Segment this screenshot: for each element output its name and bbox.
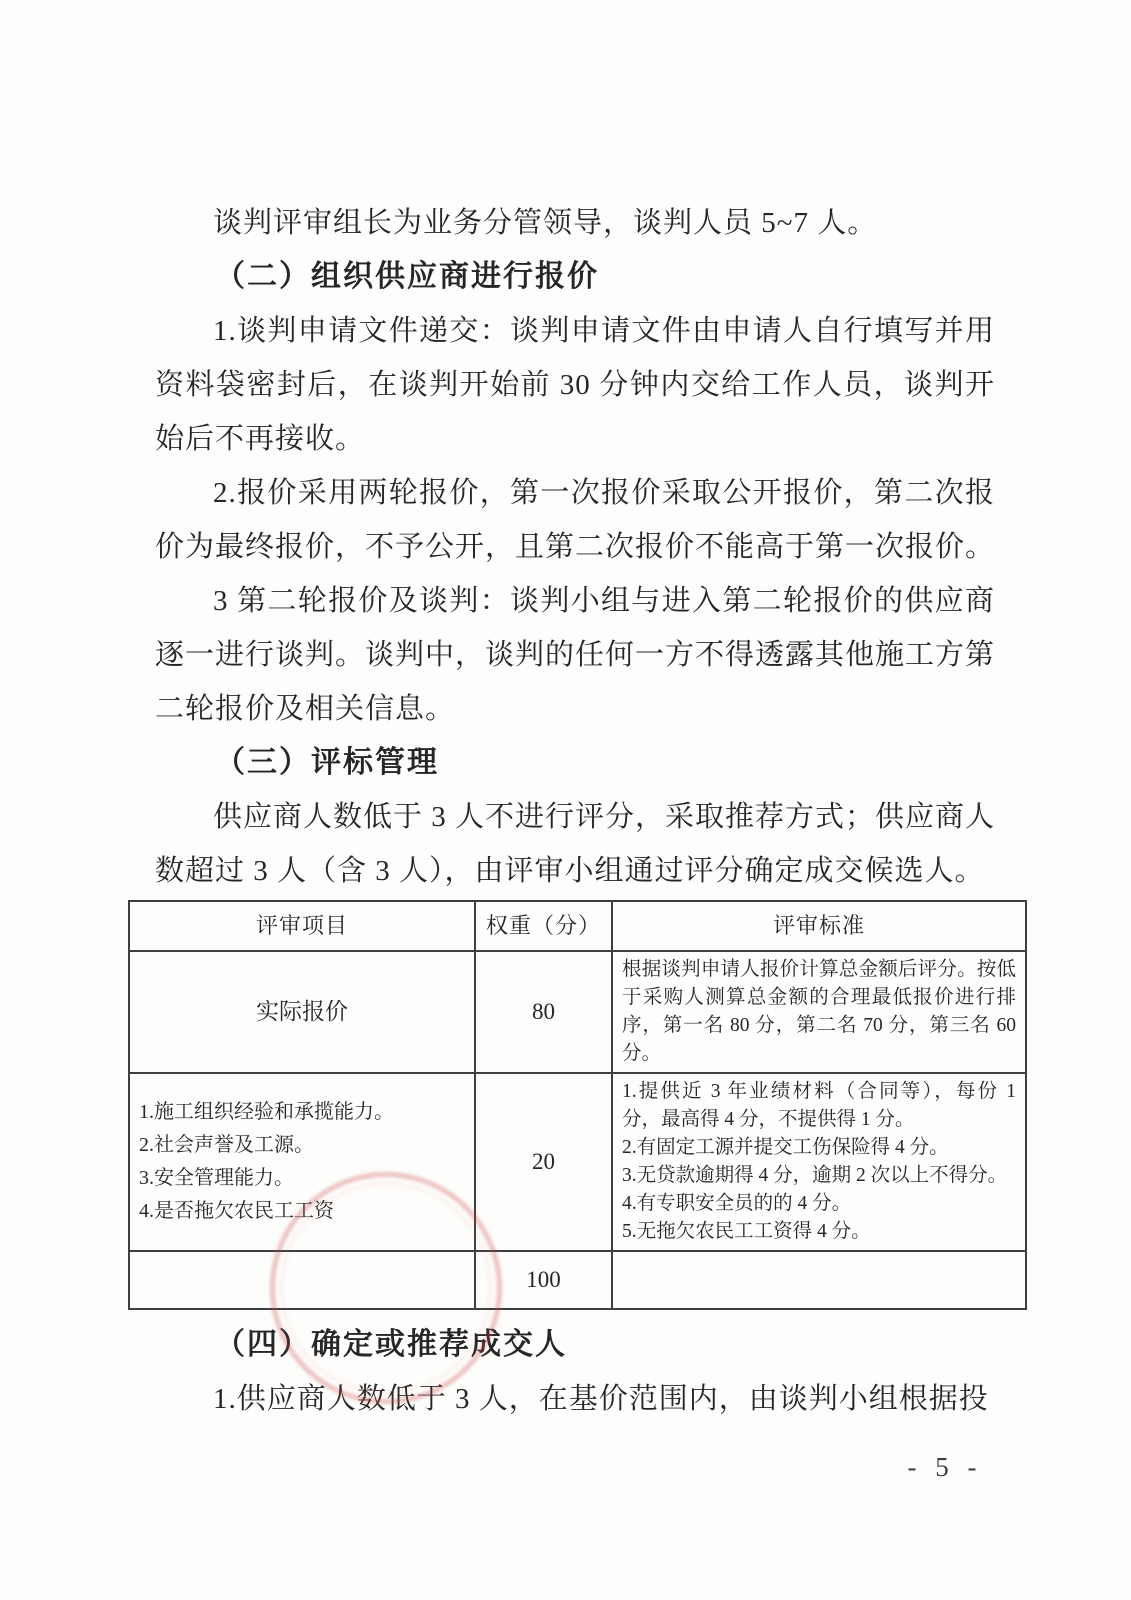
paragraph-determine-winner: 1.供应商人数低于 3 人，在基价范围内，由谈判小组根据投: [213, 1383, 989, 1415]
paragraph-second-round: 3 第二轮报价及谈判：谈判小组与进入第二轮报价的供应商逐一进行谈判。谈判中，谈判的任何一方不得透露其他施工方第二轮报价及相关信息。: [155, 585, 996, 725]
item-line: 2.社会声誉及工源。: [139, 1134, 314, 1156]
section-heading-4: （四）确定或推荐成交人: [215, 1328, 567, 1361]
section-heading-3: （三）评标管理: [215, 746, 439, 779]
cell-item-qualification-list: [129, 1073, 475, 1251]
cell-criteria-price: [612, 951, 1026, 1073]
item-line: 3.安全管理能力。: [139, 1167, 294, 1189]
criteria-line: 2.有固定工源并提交工伤保险得 4 分。: [622, 1137, 949, 1158]
table-row: [129, 1073, 1026, 1251]
document-body: [139, 196, 1016, 1426]
item-line: 4.是否拖欠农民工工资: [139, 1200, 334, 1222]
table-header-row: [129, 901, 1026, 951]
cell-weight-20: 20: [475, 1073, 612, 1251]
cell-empty: [612, 1251, 1026, 1309]
paragraph-file-submission: 1.谈判申请文件递交：谈判申请文件由申请人自行填写并用资料袋密封后，在谈判开始前 30 分钟内交给工作人员，谈判开始后不再接收。: [155, 315, 995, 455]
paragraph-negotiation-panel: 谈判评审组长为业务分管领导，谈判人员 5~7 人。: [213, 207, 878, 239]
evaluation-table: [128, 900, 1027, 1310]
column-header-weight: 权重（分）: [475, 901, 612, 951]
column-header-criteria: 评审标准: [612, 901, 1026, 951]
table-row: [129, 1251, 1026, 1309]
criteria-line: 1.提供近 3 年业绩材料（合同等），每份 1 分，最高得 4 分，不提供得 1 分。: [622, 1081, 1016, 1130]
paragraph-evaluation-rule: 供应商人数低于 3 人不进行评分，采取推荐方式；供应商人数超过 3 人（含 3 人），由评审小组通过评分确定成交候选人。: [155, 801, 996, 887]
item-line: 1.施工组织经验和承揽能力。: [139, 1101, 394, 1123]
paragraph-two-round-quote: 2.报价采用两轮报价，第一次报价采取公开报价，第二次报价为最终报价，不予公开，且第二次报价不能高于第一次报价。: [155, 477, 996, 563]
criteria-line: 5.无拖欠农民工工资得 4 分。: [622, 1221, 871, 1242]
cell-criteria-qualification: [612, 1073, 1026, 1251]
criteria-line: 根据谈判申请人报价计算总金额后评分。按低于采购人测算总金额的合理最低报价进行排序，第一名 80 分，第二名 70 分，第三名 60 分。: [622, 959, 1016, 1064]
cell-weight-80: 80: [475, 951, 612, 1073]
section-heading-2: （二）组织供应商进行报价: [215, 260, 599, 293]
column-header-item: 评审项目: [129, 901, 475, 951]
table-row: [129, 951, 1026, 1073]
page-number: - 5 -: [907, 1452, 983, 1482]
criteria-line: 3.无贷款逾期得 4 分，逾期 2 次以上不得分。: [622, 1165, 1008, 1186]
cell-item-actual-quote: 实际报价: [129, 951, 475, 1073]
criteria-line: 4.有专职安全员的的 4 分。: [622, 1193, 852, 1214]
cell-weight-total-100: 100: [475, 1251, 612, 1309]
cell-empty: [129, 1251, 475, 1309]
